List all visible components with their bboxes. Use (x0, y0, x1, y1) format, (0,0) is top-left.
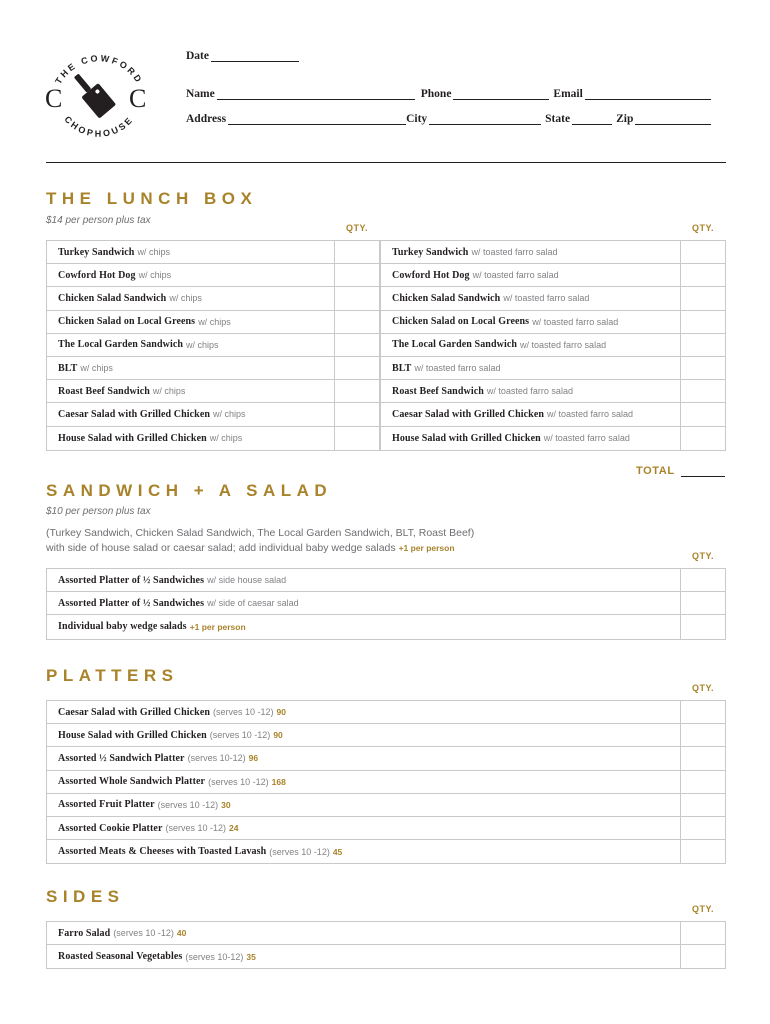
lunch-box-price: $14 per person plus tax (46, 215, 151, 226)
menu-item-description: (serves 10 -12) (165, 823, 227, 834)
qty-input-cell[interactable] (334, 311, 379, 333)
phone-label: Phone (420, 88, 452, 100)
menu-item-row (47, 264, 379, 287)
menu-item-row (47, 357, 379, 380)
qty-input-cell[interactable] (680, 569, 725, 591)
menu-item (47, 615, 680, 638)
menu-item-description: (serves 10-12) (185, 951, 244, 962)
menu-item-name: The Local Garden Sandwich (392, 339, 518, 351)
menu-item (47, 403, 334, 425)
state-input-line[interactable] (572, 113, 612, 125)
menu-item-description: w/ chips (169, 293, 202, 304)
menu-item-description: (serves 10 -12) (208, 776, 269, 787)
qty-input-cell[interactable] (680, 592, 725, 614)
qty-input-cell[interactable] (334, 241, 379, 263)
email-label: Email (553, 88, 583, 100)
lunch-box-total (636, 465, 725, 477)
menu-item-name: Roast Beef Sandwich (58, 385, 150, 397)
menu-item-name: Caesar Salad with Grilled Chicken (392, 408, 545, 420)
menu-item-name: Caesar Salad with Grilled Chicken (58, 408, 211, 420)
qty-input-cell[interactable] (680, 427, 725, 450)
city-label: City (406, 113, 428, 125)
menu-item (47, 427, 334, 450)
header-divider (46, 162, 726, 163)
menu-item-name: Roast Beef Sandwich (392, 385, 484, 397)
menu-item-row (381, 357, 725, 380)
name-row (186, 88, 711, 100)
menu-item-row (47, 747, 725, 770)
state-label: State (545, 113, 571, 125)
menu-item-description: w/ toasted farro salad (472, 270, 559, 281)
menu-item-description: w/ toasted farro salad (520, 339, 607, 350)
name-input-line[interactable] (217, 88, 415, 100)
qty-input-cell[interactable] (680, 615, 725, 638)
qty-input-cell[interactable] (680, 724, 725, 746)
menu-item-row (47, 287, 379, 310)
menu-item-price: +1 per person (189, 621, 246, 632)
menu-item-description: (serves 10-12) (187, 753, 246, 764)
platters-qty-label: QTY. (692, 683, 715, 693)
menu-item-name: Turkey Sandwich (58, 246, 135, 258)
email-field[interactable] (553, 88, 710, 100)
menu-item (47, 287, 334, 309)
email-input-line[interactable] (585, 88, 711, 100)
qty-input-cell[interactable] (680, 922, 725, 944)
menu-item-row (381, 287, 725, 310)
menu-item-description: w/ toasted farro salad (503, 293, 590, 304)
logo-arc-top-text: THE COWFORD (53, 53, 145, 86)
qty-input-cell[interactable] (680, 287, 725, 309)
total-label: TOTAL (636, 465, 675, 477)
menu-item (381, 311, 680, 333)
sandwich-salad-table (46, 568, 726, 640)
menu-item (381, 357, 680, 379)
menu-item-price: 45 (332, 846, 343, 857)
zip-field[interactable] (616, 113, 711, 125)
qty-input-cell[interactable] (680, 794, 725, 816)
menu-item-row (47, 840, 725, 863)
menu-item-row (381, 380, 725, 403)
menu-item (47, 357, 334, 379)
menu-item-description: w/ side of caesar salad (207, 598, 299, 609)
address-row (186, 113, 711, 125)
menu-item-row (47, 311, 379, 334)
menu-item-name: Assorted Platter of ½ Sandwiches (58, 574, 205, 586)
menu-item-name: House Salad with Grilled Chicken (58, 432, 207, 444)
qty-input-cell[interactable] (334, 403, 379, 425)
menu-item-row (381, 403, 725, 426)
menu-item (47, 840, 680, 863)
menu-item-price: 168 (271, 776, 286, 787)
menu-item-price: 90 (276, 707, 287, 718)
city-field[interactable] (406, 113, 541, 125)
menu-item-name: House Salad with Grilled Chicken (58, 729, 207, 741)
menu-item-description: (serves 10 -12) (269, 846, 330, 857)
menu-item-description: w/ chips (209, 433, 243, 444)
qty-input-cell[interactable] (680, 311, 725, 333)
menu-item (47, 771, 680, 793)
svg-text:CHOPHOUSE (62, 114, 135, 139)
qty-input-cell[interactable] (680, 241, 725, 263)
sandwich-salad-title: SANDWICH + A SALAD (46, 481, 333, 500)
total-input-line[interactable] (681, 465, 725, 477)
menu-item (47, 569, 680, 591)
menu-item-price: 96 (248, 753, 259, 764)
menu-item-price: 24 (229, 823, 239, 834)
qty-input-cell[interactable] (680, 380, 725, 402)
menu-item-row (47, 334, 379, 357)
menu-item-name: Turkey Sandwich (392, 246, 469, 258)
sandwich-salad-note-line1: (Turkey Sandwich, Chicken Salad Sandwich, The Local Garden Sandwich, BLT, Roast Beef) (46, 527, 475, 539)
menu-item (381, 380, 680, 402)
qty-input-cell[interactable] (334, 287, 379, 309)
menu-item-name: BLT (392, 362, 412, 374)
menu-item (47, 701, 680, 723)
state-field[interactable] (545, 113, 612, 125)
menu-item-row (381, 334, 725, 357)
qty-input-cell[interactable] (334, 264, 379, 286)
zip-input-line[interactable] (635, 113, 711, 125)
menu-item (47, 817, 680, 839)
menu-item-description: (serves 10 -12) (157, 799, 219, 810)
menu-item-price: 30 (221, 799, 231, 810)
menu-item-description: w/ toasted farro salad (486, 386, 573, 397)
qty-input-cell[interactable] (680, 403, 725, 425)
menu-item-row (47, 701, 725, 724)
menu-item-price: 90 (273, 730, 283, 741)
menu-item-name: Assorted Platter of ½ Sandwiches (58, 597, 205, 609)
name-field[interactable] (186, 88, 415, 100)
menu-item-name: Chicken Salad on Local Greens (392, 316, 530, 328)
menu-item-description: (serves 10 -12) (113, 928, 174, 939)
sandwich-salad-note-price: +1 per person (398, 543, 455, 553)
menu-item-description: (serves 10 -12) (213, 707, 274, 718)
menu-item-description: w/ chips (198, 316, 231, 327)
lunch-box-title: THE LUNCH BOX (46, 189, 258, 208)
menu-item (381, 403, 680, 425)
logo-right-letter: C (129, 84, 147, 113)
menu-item-description: w/ side house salad (207, 575, 287, 586)
menu-item-name: Cowford Hot Dog (392, 269, 470, 281)
menu-item-name: Cowford Hot Dog (58, 269, 136, 281)
sandwich-salad-note-line2 (46, 541, 455, 556)
qty-input-cell[interactable] (334, 334, 379, 356)
menu-item (47, 724, 680, 746)
address-label: Address (186, 113, 227, 125)
lunch-box-left-qty-label: QTY. (346, 223, 369, 233)
menu-item-name: Caesar Salad with Grilled Chicken (58, 706, 211, 718)
menu-item-name: Assorted Meats & Cheeses with Toasted Lavash (58, 846, 267, 858)
platters-table (46, 700, 726, 864)
menu-item-row (47, 817, 725, 840)
menu-item-name: Chicken Salad on Local Greens (58, 316, 196, 328)
lunch-box-chips-table (46, 240, 380, 451)
menu-item-description: w/ toasted farro salad (471, 247, 558, 258)
zip-label: Zip (616, 113, 634, 125)
qty-input-cell[interactable] (680, 264, 725, 286)
menu-item-description: w/ toasted farro salad (414, 363, 501, 374)
qty-input-cell[interactable] (334, 357, 379, 379)
menu-item-row (47, 241, 379, 264)
menu-item-description: w/ toasted farro salad (547, 409, 634, 420)
menu-item-row (47, 380, 379, 403)
qty-input-cell[interactable] (334, 427, 379, 450)
date-input-line[interactable] (211, 50, 299, 62)
menu-item-name: Farro Salad (58, 927, 111, 939)
menu-item (47, 794, 680, 816)
lunch-box-right-qty-label: QTY. (692, 223, 715, 233)
menu-item (381, 287, 680, 309)
menu-item-price: 35 (246, 951, 256, 962)
phone-input-line[interactable] (453, 88, 549, 100)
menu-item (47, 334, 334, 356)
logo-left-letter: C (45, 84, 63, 113)
menu-item-row (47, 569, 725, 592)
menu-item-row (381, 427, 725, 450)
menu-item-name: Assorted Whole Sandwich Platter (58, 776, 206, 788)
menu-item-row (381, 264, 725, 287)
menu-item-row (47, 403, 379, 426)
svg-text:THE COWFORD (53, 53, 145, 86)
sides-title: SIDES (46, 887, 125, 906)
qty-input-cell[interactable] (680, 817, 725, 839)
qty-input-cell[interactable] (334, 380, 379, 402)
menu-item-description: w/ chips (137, 247, 170, 258)
menu-item-row (47, 945, 725, 968)
sandwich-salad-qty-label: QTY. (692, 551, 715, 561)
menu-item (47, 264, 334, 286)
menu-item-description: w/ chips (152, 386, 186, 397)
menu-item-name: House Salad with Grilled Chicken (392, 432, 541, 444)
menu-item-row (47, 724, 725, 747)
qty-input-cell[interactable] (680, 334, 725, 356)
qty-input-cell[interactable] (680, 840, 725, 863)
sides-table (46, 921, 726, 969)
sides-qty-label: QTY. (692, 904, 715, 914)
menu-item-name: Chicken Salad Sandwich (392, 292, 501, 304)
menu-item-name: Assorted Cookie Platter (58, 822, 163, 834)
qty-input-cell[interactable] (680, 945, 725, 968)
menu-item-name: BLT (58, 362, 78, 374)
menu-item (381, 264, 680, 286)
menu-item-name: Assorted Fruit Platter (58, 799, 155, 811)
logo-arc-bottom-text: CHOPHOUSE (62, 114, 136, 139)
menu-item-description: w/ chips (138, 270, 172, 281)
menu-item-description: w/ chips (186, 339, 219, 350)
menu-item-description: w/ toasted farro salad (543, 433, 630, 444)
menu-item-description: (serves 10 -12) (209, 730, 271, 741)
sandwich-salad-note-text: with side of house salad or caesar salad; add individual baby wedge salads (46, 542, 396, 554)
menu-item-price: 40 (176, 928, 187, 939)
qty-input-cell[interactable] (680, 771, 725, 793)
platters-title: PLATTERS (46, 666, 179, 685)
menu-item-description: w/ toasted farro salad (532, 316, 619, 327)
menu-item-row (47, 427, 379, 450)
menu-item (47, 747, 680, 769)
qty-input-cell[interactable] (680, 747, 725, 769)
menu-item (381, 334, 680, 356)
menu-item-row (47, 771, 725, 794)
menu-item-name: The Local Garden Sandwich (58, 339, 184, 351)
date-label: Date (186, 50, 209, 62)
qty-input-cell[interactable] (680, 357, 725, 379)
menu-item-description: w/ chips (213, 409, 246, 420)
menu-item (47, 592, 680, 614)
menu-item-row (47, 615, 725, 638)
address-field[interactable] (186, 113, 406, 125)
name-label: Name (186, 88, 215, 100)
address-input-line[interactable] (228, 113, 406, 125)
menu-item (47, 945, 680, 968)
menu-item (381, 241, 680, 263)
menu-item-row (47, 592, 725, 615)
date-field[interactable] (186, 50, 299, 62)
menu-item-name: Chicken Salad Sandwich (58, 292, 167, 304)
menu-item (47, 241, 334, 263)
cowford-chophouse-logo (42, 38, 156, 144)
city-input-line[interactable] (429, 113, 541, 125)
menu-item-row (47, 794, 725, 817)
menu-item (47, 380, 334, 402)
date-row (186, 50, 299, 62)
sandwich-salad-price: $10 per person plus tax (46, 506, 151, 517)
menu-item (47, 311, 334, 333)
qty-input-cell[interactable] (680, 701, 725, 723)
lunch-box-farro-table (380, 240, 726, 451)
menu-item-row (381, 241, 725, 264)
menu-item (381, 427, 680, 450)
menu-item (47, 922, 680, 944)
menu-item-name: Roasted Seasonal Vegetables (58, 951, 183, 963)
menu-item-row (381, 311, 725, 334)
menu-item-name: Assorted ½ Sandwich Platter (58, 752, 185, 764)
menu-item-description: w/ chips (80, 363, 113, 374)
menu-item-row (47, 922, 725, 945)
phone-field[interactable] (421, 88, 550, 100)
cleaver-icon (68, 68, 116, 119)
menu-item-name: Individual baby wedge salads (58, 621, 187, 633)
